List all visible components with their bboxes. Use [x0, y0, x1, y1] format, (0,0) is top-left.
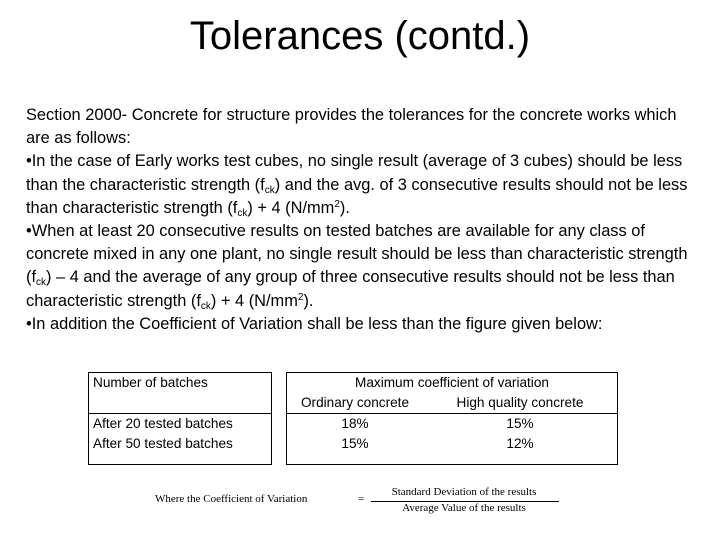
header-ordinary-concrete: Ordinary concrete	[287, 393, 424, 414]
subscript-ck: ck	[36, 277, 47, 289]
bullet-marker: •	[26, 222, 32, 241]
bullet-text: ) and the avg. of 3 consecutive results should not be less than characteristic strength (f	[26, 175, 688, 217]
bullet-coefficient-variation	[26, 313, 698, 336]
bullet-text: ).	[303, 291, 314, 310]
superscript-2: 2	[297, 291, 304, 303]
superscript-2: 2	[334, 198, 340, 210]
formula-equals: =	[358, 493, 365, 505]
intro-paragraph: Section 2000- Concrete for structure provides the tolerances for the concrete works which are as follows:	[26, 106, 677, 148]
bullet-text: In the case of Early works test cubes, no single result (average of 3 cubes) should be less than the characteristic strength (f	[26, 152, 683, 194]
coefficient-of-variation-table	[88, 372, 618, 465]
table-header-row	[89, 373, 618, 394]
bullet-text: ).	[339, 198, 350, 217]
formula-lhs: Where the Coefficient of Variation	[155, 493, 308, 505]
bullet-marker: •	[26, 314, 32, 333]
table-row	[89, 414, 618, 435]
slide-title: Tolerances (contd.)	[189, 14, 531, 58]
header-high-quality-concrete: High quality concrete	[423, 393, 618, 414]
cell-high-quality: 12%	[423, 434, 618, 465]
header-number-of-batches: Number of batches	[89, 373, 272, 414]
bullet-text: ) + 4 (N/mm	[247, 198, 335, 217]
formula-numerator: Standard Deviation of the results	[391, 486, 537, 498]
row-label: After 20 tested batches	[89, 414, 272, 435]
cell-ordinary: 15%	[287, 434, 424, 465]
subscript-ck: ck	[264, 184, 275, 196]
bullet-marker: •	[26, 152, 32, 171]
bullet-text: ) – 4 and the average of any group of three consecutive results should not be less than characteristic strength (f	[26, 268, 675, 310]
table-row	[89, 434, 618, 465]
bullet-early-works	[26, 150, 698, 220]
bullet-text: When at least 20 consecutive results on tested batches are available for any class of concrete mixed in any one plant, no single result should be less than characteristic strength (f	[26, 222, 688, 287]
bullet-consecutive-results	[26, 220, 698, 313]
bullet-text: In addition the Coefficient of Variation shall be less than the figure given below:	[31, 314, 603, 333]
cell-high-quality: 15%	[423, 414, 618, 435]
cell-ordinary: 18%	[287, 414, 424, 435]
bullet-text: ) + 4 (N/mm	[210, 291, 298, 310]
row-label: After 50 tested batches	[89, 434, 272, 465]
body-text	[26, 104, 698, 336]
subscript-ck: ck	[200, 300, 211, 312]
header-max-coefficient: Maximum coefficient of variation	[287, 373, 618, 394]
formula-denominator: Average Value of the results	[402, 502, 526, 514]
subscript-ck: ck	[237, 207, 248, 219]
